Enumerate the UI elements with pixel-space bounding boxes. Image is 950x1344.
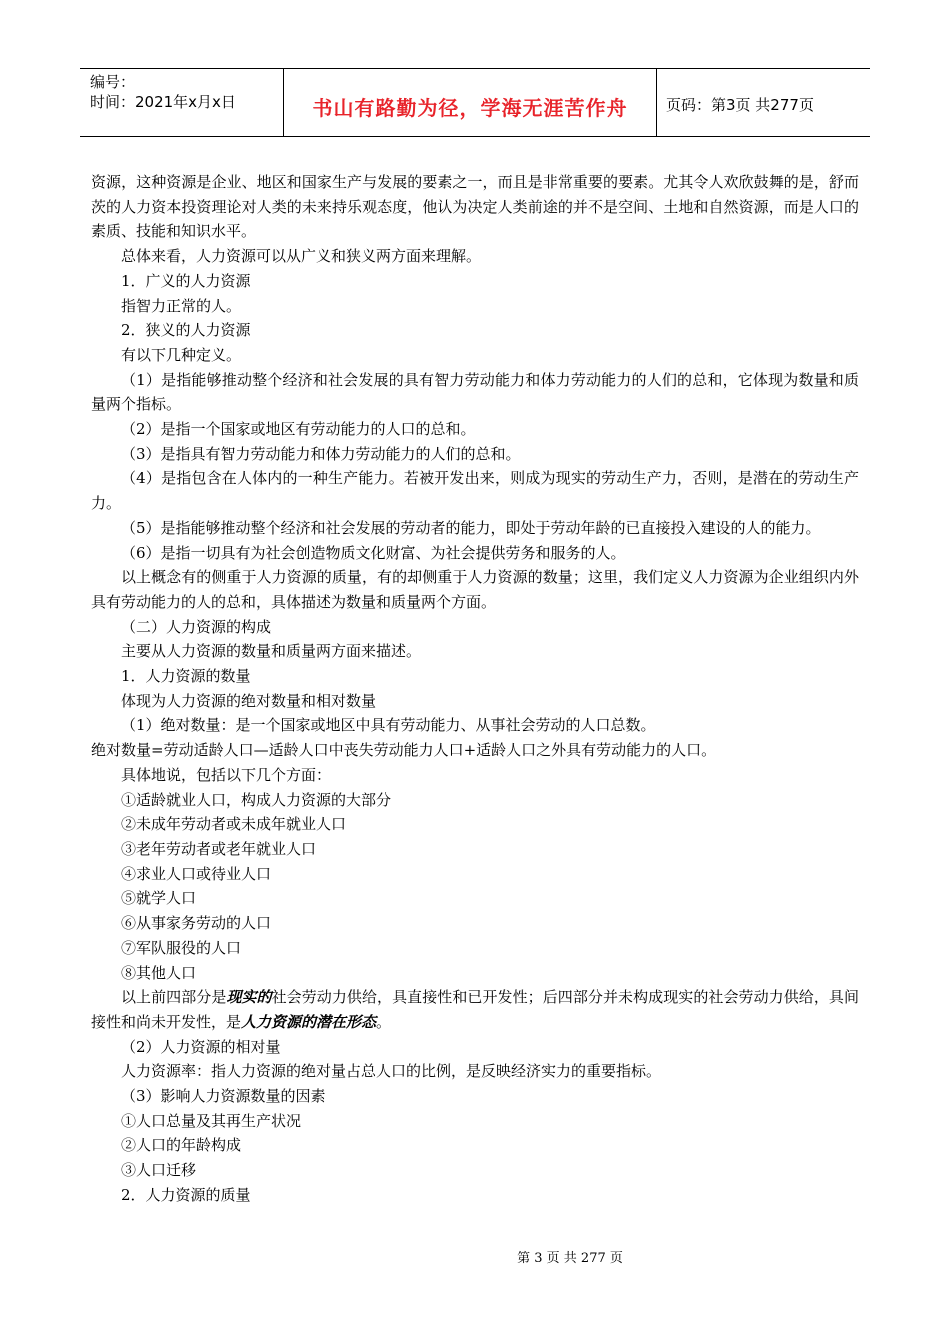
- emphasis-text: 人力资源的潜在形态: [241, 1012, 377, 1031]
- page-code: 页码：第3页 共277页: [666, 96, 814, 114]
- section-heading: （二）人力资源的构成: [121, 617, 272, 636]
- list-item: ④求业人口或待业人口: [121, 864, 272, 883]
- section-heading: 1．人力资源的数量: [121, 667, 251, 686]
- section-heading: 2．人力资源的质量: [121, 1185, 251, 1204]
- list-item: ③人口迁移: [121, 1161, 197, 1180]
- list-item: ①人口总量及其再生产状况: [121, 1111, 302, 1130]
- header-left-cell: [80, 69, 283, 136]
- footer-page-indicator: 第 3 页 共 277 页: [517, 1251, 623, 1266]
- definition-item: （2）是指一个国家或地区有劳动能力的人口的总和。: [121, 420, 476, 439]
- paragraph-emphasis: [91, 985, 859, 1034]
- formula-line: 绝对数量=劳动适龄人口—适龄人口中丧失劳动能力人口+适龄人口之外具有劳动能力的人口。: [91, 741, 717, 760]
- paragraph: 有以下几种定义。: [121, 345, 242, 364]
- paragraph: 指智力正常的人。: [121, 296, 242, 315]
- paragraph: 以上概念有的侧重于人力资源的质量，有的却侧重于人力资源的数量；这里，我们定义人力资源为企业组织内外具有劳动能力的人的总和，具体描述为数量和质量两个方面。: [91, 568, 859, 611]
- definition-item: （1）是指能够推动整个经济和社会发展的具有智力劳动能力和体力劳动能力的人们的总和，它体现为数量和质量两个指标。: [91, 370, 859, 414]
- page-footer: [0, 1247, 950, 1266]
- paragraph: 资源，这种资源是企业、地区和国家生产与发展的要素之一，而且是非常重要的要素。尤其令人欢欣鼓舞的是，舒而茨的人力资本投资理论对人类的未来持乐观态度，他认为决定人类前途的并不是空间、土地和自然资源，而是人口的素质、技能和知识水平。: [91, 173, 859, 241]
- emphasis-text: 现实的: [226, 988, 272, 1007]
- definition-item: （3）是指具有智力劳动能力和体力劳动能力的人们的总和。: [121, 444, 521, 463]
- list-item: ⑦军队服役的人口: [121, 938, 242, 957]
- header-right-cell: [656, 69, 870, 136]
- page-header: [80, 68, 870, 137]
- list-item: ⑤就学人口: [121, 889, 197, 908]
- paragraph: （2）人力资源的相对量: [121, 1037, 281, 1056]
- motto: 书山有路勤为径，学海无涯苦作舟: [312, 96, 628, 120]
- header-motto-cell: [283, 69, 657, 136]
- section-heading: 2．狭义的人力资源: [121, 321, 251, 340]
- list-item: ⑧其他人口: [121, 963, 197, 982]
- paragraph: （3）影响人力资源数量的因素: [121, 1087, 326, 1106]
- paragraph: 具体地说，包括以下几个方面：: [121, 765, 332, 784]
- list-item: ③老年劳动者或老年就业人口: [121, 839, 317, 858]
- text-run: 以上前四部分是: [121, 988, 227, 1007]
- document-body: [91, 170, 859, 1208]
- text-run: 。: [376, 1012, 392, 1031]
- list-item: ②未成年劳动者或未成年就业人口: [121, 815, 347, 834]
- list-item: ②人口的年龄构成: [121, 1136, 242, 1155]
- list-item: ⑥从事家务劳动的人口: [121, 914, 272, 933]
- serial-label: 编号：: [90, 73, 136, 91]
- paragraph: 总体来看，人力资源可以从广义和狭义两方面来理解。: [121, 247, 482, 266]
- paragraph: （1）绝对数量：是一个国家或地区中具有劳动能力、从事社会劳动的人口总数。: [121, 716, 656, 735]
- date-line: 时间：2021年x月x日: [90, 93, 236, 111]
- definition-item: （6）是指一切具有为社会创造物质文化财富、为社会提供劳务和服务的人。: [121, 543, 626, 562]
- definition-item: （4）是指包含在人体内的一种生产能力。若被开发出来，则成为现实的劳动生产力，否则，是潜在的劳动生产力。: [91, 469, 859, 513]
- paragraph: 人力资源率：指人力资源的绝对量占总人口的比例，是反映经济实力的重要指标。: [121, 1062, 662, 1081]
- paragraph: 主要从人力资源的数量和质量两方面来描述。: [121, 642, 422, 661]
- definition-item: （5）是指能够推动整个经济和社会发展的劳动者的能力，即处于劳动年龄的已直接投入建设的人的能力。: [121, 518, 821, 537]
- list-item: ①适龄就业人口，构成人力资源的大部分: [121, 790, 392, 809]
- section-heading: 1．广义的人力资源: [121, 271, 251, 290]
- text-run: 社会劳动力供给，具直接性和已开发性；后四部分并未构成现实的社会劳动力供给，具间接性和尚未开发性，是: [91, 988, 859, 1031]
- paragraph: 体现为人力资源的绝对数量和相对数量: [121, 691, 377, 710]
